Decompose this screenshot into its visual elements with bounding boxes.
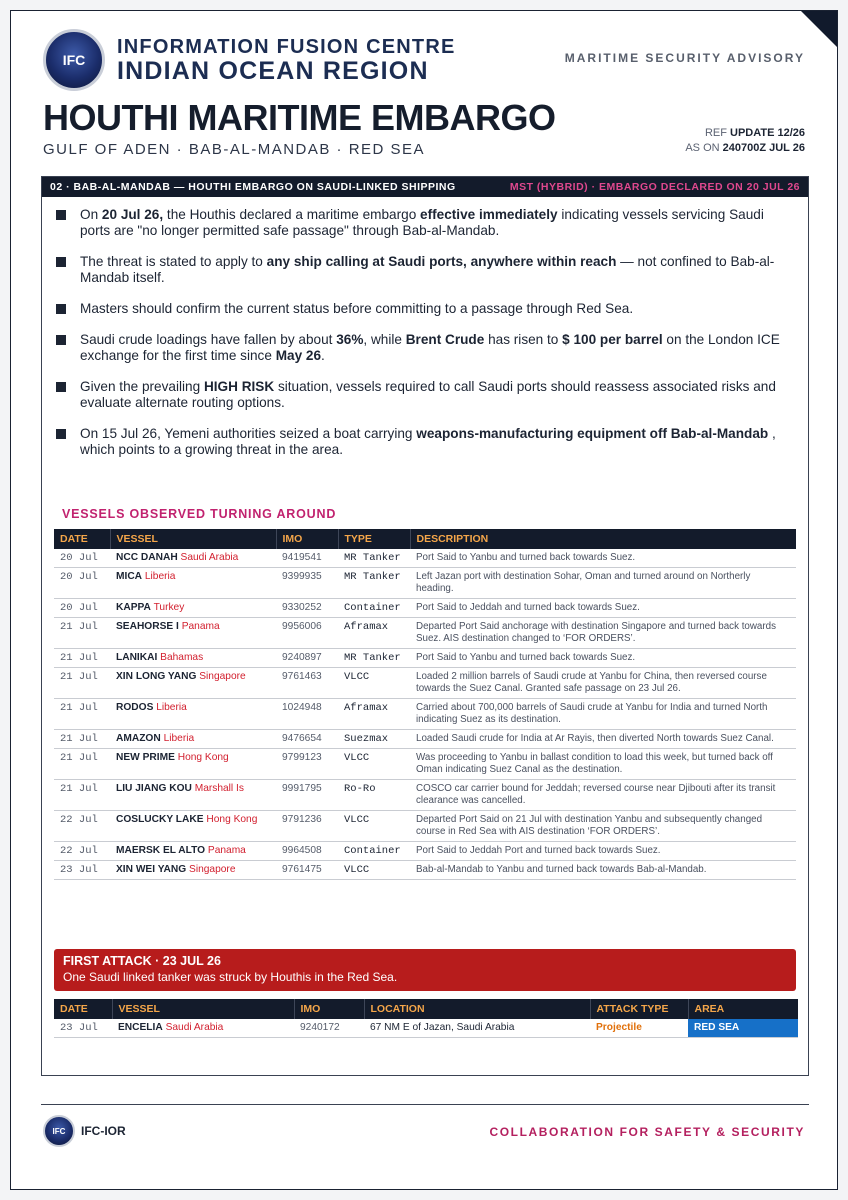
content-box — [41, 176, 809, 1076]
column-header: IMO — [276, 529, 338, 549]
org-line1: INFORMATION FUSION CENTRE — [117, 35, 456, 58]
table-row — [54, 1019, 798, 1038]
vessel-name: MAERSK EL ALTO — [116, 845, 206, 856]
row-date: 20 Jul — [54, 599, 110, 618]
attack-area: RED SEA — [688, 1019, 798, 1038]
row-vessel-cell — [110, 549, 276, 568]
bullet-list — [42, 197, 808, 458]
row-type: Aframax — [338, 618, 410, 649]
row-vessel-cell — [110, 730, 276, 749]
bullet-item — [56, 301, 796, 317]
footer-tagline: COLLABORATION FOR SAFETY & SECURITY — [489, 1125, 805, 1139]
ref-label: REF — [704, 127, 727, 139]
table-row — [54, 861, 796, 880]
table-row — [54, 568, 796, 599]
attack-table — [54, 999, 798, 1038]
row-type: VLCC — [338, 749, 410, 780]
row-imo: 9761475 — [276, 861, 338, 880]
table-row — [54, 749, 796, 780]
bullet-text: On 15 Jul 26, Yemeni authorities seized a boat carrying — [80, 426, 417, 441]
bullet-emphasis: effective immediately — [420, 207, 558, 222]
org-name — [117, 37, 456, 84]
row-description: Port Said to Yanbu and turned back towards Suez. — [410, 649, 796, 668]
bullet-emphasis: weapons-manufacturing equipment off Bab-al-Mandab — [416, 426, 769, 441]
vessel-name: RODOS — [116, 702, 154, 713]
row-vessel-cell — [110, 811, 276, 842]
row-imo: 9476654 — [276, 730, 338, 749]
vessel-name: SEAHORSE I — [116, 621, 179, 632]
column-header: DATE — [54, 529, 110, 549]
row-vessel-cell — [110, 699, 276, 730]
column-header: VESSEL — [110, 529, 276, 549]
row-description: Departed Port Said anchorage with destination Singapore and turned back towards Suez. AIS destination changed to ‘FOR ORDERS’. — [410, 618, 796, 649]
footer-logo — [43, 1115, 126, 1147]
row-date: 21 Jul — [54, 618, 110, 649]
row-vessel-cell — [110, 749, 276, 780]
vessel-name: LIU JIANG KOU — [116, 783, 192, 794]
row-vessel-cell — [110, 668, 276, 699]
vessel-name: AMAZON — [116, 733, 161, 744]
table-row — [54, 780, 796, 811]
bullet-text: on the London ICE exchange for the first time since — [80, 332, 780, 363]
row-description: Carried about 700,000 barrels of Saudi crude at Yanbu for India and turned North indicating Suez as its destination. — [410, 699, 796, 730]
ifc-emblem-small-icon: IFC — [43, 1115, 75, 1147]
vessel-name: XIN LONG YANG — [116, 671, 197, 682]
vessel-flag: Saudi Arabia — [180, 552, 239, 563]
row-date: 22 Jul — [54, 811, 110, 842]
vessel-name: XIN WEI YANG — [116, 864, 187, 875]
attack-flag: Saudi Arabia — [165, 1022, 224, 1033]
advisory-label: MARITIME SECURITY ADVISORY — [564, 51, 805, 65]
ref-value: UPDATE 12/26 — [730, 127, 805, 139]
vessel-flag: Panama — [181, 621, 220, 632]
vessel-name: LANIKAI — [116, 652, 158, 663]
turning-heading: VESSELS OBSERVED TURNING AROUND — [62, 507, 337, 521]
row-date: 21 Jul — [54, 730, 110, 749]
row-imo: 1024948 — [276, 699, 338, 730]
column-header: DESCRIPTION — [410, 529, 796, 549]
row-date: 20 Jul — [54, 568, 110, 599]
vessel-flag: Singapore — [189, 864, 236, 875]
turning-table-header — [54, 529, 796, 549]
row-imo: 9419541 — [276, 549, 338, 568]
row-date: 21 Jul — [54, 749, 110, 780]
footer-org: IFC-IOR — [81, 1124, 126, 1138]
table-row — [54, 811, 796, 842]
bullet-item — [56, 426, 796, 458]
column-header: IMO — [294, 999, 364, 1019]
row-description: Port Said to Jeddah and turned back towards Suez. — [410, 599, 796, 618]
row-vessel-cell — [110, 780, 276, 811]
row-type: Suezmax — [338, 730, 410, 749]
row-description: Loaded 2 million barrels of Saudi crude at Yanbu for China, then reversed course towards the Suez Canal. Granted safe passage on 23 Jul 26. — [410, 668, 796, 699]
row-imo: 9761463 — [276, 668, 338, 699]
vessel-flag: Liberia — [156, 702, 187, 713]
bullet-text: — not confined to Bab-al-Mandab itself. — [80, 254, 775, 285]
row-description: Bab-al-Mandab to Yanbu and turned back towards Bab-al-Mandab. — [410, 861, 796, 880]
bullet-text: situation, vessels required to call Saudi ports should reassess associated risks and evaluate alternate routing options. — [80, 379, 776, 410]
vessel-flag: Turkey — [153, 602, 185, 613]
page-title: HOUTHI MARITIME EMBARGO — [43, 97, 556, 138]
table-row — [54, 649, 796, 668]
reference-block — [685, 126, 805, 156]
section-title: 02 · BAB-AL-MANDAB — HOUTHI EMBARGO ON SAUDI-LINKED SHIPPING — [50, 181, 456, 193]
vessel-flag: Liberia — [144, 571, 176, 582]
row-description: COSCO car carrier bound for Jeddah; reversed course near Djibouti after its transit clearance was cancelled. — [410, 780, 796, 811]
attack-location: 67 NM E of Jazan, Saudi Arabia — [364, 1019, 590, 1038]
bullet-emphasis: $ 100 per barrel — [562, 332, 663, 347]
table-row — [54, 842, 796, 861]
as-on-value: 240700Z JUL 26 — [722, 142, 805, 154]
row-type: Ro-Ro — [338, 780, 410, 811]
advisory-page — [10, 10, 838, 1190]
row-description: Port Said to Jeddah Port and turned back towards Suez. — [410, 842, 796, 861]
row-date: 21 Jul — [54, 699, 110, 730]
attack-text: One Saudi linked tanker was struck by Houthis in the Red Sea. — [63, 970, 398, 984]
column-header: LOCATION — [364, 999, 590, 1019]
turning-table-body — [54, 549, 796, 880]
bullet-text: indicating vessels servicing Saudi ports are "no longer permitted safe passage" through Bab-al-Mandab. — [80, 207, 764, 238]
row-imo: 9799123 — [276, 749, 338, 780]
section-status: MST (HYBRID) · EMBARGO DECLARED ON 20 JUL 26 — [509, 181, 800, 193]
row-imo: 9791236 — [276, 811, 338, 842]
org-line2: INDIAN OCEAN REGION — [117, 56, 429, 85]
bullet-text: , while — [363, 332, 406, 347]
row-date: 20 Jul — [54, 549, 110, 568]
row-type: Container — [338, 842, 410, 861]
row-imo: 9240897 — [276, 649, 338, 668]
table-row — [54, 618, 796, 649]
row-imo: 9399935 — [276, 568, 338, 599]
row-imo: 9330252 — [276, 599, 338, 618]
table-row — [54, 599, 796, 618]
vessel-flag: Bahamas — [160, 652, 204, 663]
row-type: VLCC — [338, 861, 410, 880]
vessel-flag: Hong Kong — [206, 814, 258, 825]
row-type: VLCC — [338, 811, 410, 842]
vessel-name: NEW PRIME — [116, 752, 175, 763]
table-row — [54, 668, 796, 699]
row-type: Container — [338, 599, 410, 618]
attack-date: 23 Jul — [54, 1019, 112, 1038]
attack-table-header — [54, 999, 798, 1019]
footer-divider — [41, 1104, 809, 1105]
header-logo — [43, 29, 456, 91]
column-header: TYPE — [338, 529, 410, 549]
row-type: MR Tanker — [338, 568, 410, 599]
corner-decoration — [801, 11, 837, 47]
bullet-text: The threat is stated to apply to — [80, 254, 267, 269]
row-date: 22 Jul — [54, 842, 110, 861]
row-vessel-cell — [110, 649, 276, 668]
attack-title: FIRST ATTACK · 23 JUL 26 — [63, 954, 221, 968]
row-vessel-cell — [110, 568, 276, 599]
attack-type: Projectile — [590, 1019, 688, 1038]
vessel-flag: Hong Kong — [177, 752, 229, 763]
bullet-emphasis: any ship calling at Saudi ports, anywhere within reach — [266, 254, 617, 269]
row-date: 23 Jul — [54, 861, 110, 880]
bullet-text: . — [321, 348, 325, 363]
column-header: DATE — [54, 999, 112, 1019]
page-subtitle: GULF OF ADEN · BAB-AL-MANDAB · RED SEA — [43, 141, 426, 158]
row-description: Port Said to Yanbu and turned back towards Suez. — [410, 549, 796, 568]
column-header: AREA — [688, 999, 798, 1019]
attack-vessel: ENCELIA — [118, 1022, 163, 1033]
row-date: 21 Jul — [54, 668, 110, 699]
vessel-flag: Marshall Is — [194, 783, 244, 794]
first-attack-banner — [54, 949, 796, 991]
row-imo: 9956006 — [276, 618, 338, 649]
row-description: Departed Port Said on 21 Jul with destination Yanbu and subsequently changed course in Red Sea with AIS destination ‘FOR ORDERS’. — [410, 811, 796, 842]
ifc-emblem-icon: IFC — [43, 29, 105, 91]
vessel-flag: Singapore — [199, 671, 246, 682]
bullet-text: , which points to a growing threat in the area. — [80, 426, 776, 457]
row-vessel-cell — [110, 861, 276, 880]
bullet-text: Saudi crude loadings have fallen by about — [80, 332, 337, 347]
bullet-text: the Houthis declared a maritime embargo — [163, 207, 421, 222]
vessel-name: MICA — [116, 571, 143, 582]
row-type: MR Tanker — [338, 649, 410, 668]
row-type: MR Tanker — [338, 549, 410, 568]
row-type: VLCC — [338, 668, 410, 699]
bullet-text: Given the prevailing — [80, 379, 204, 394]
row-date: 21 Jul — [54, 780, 110, 811]
bullet-item — [56, 332, 796, 364]
table-row — [54, 730, 796, 749]
attack-vessel-cell — [112, 1019, 294, 1038]
bullet-emphasis: 36% — [336, 332, 364, 347]
bullet-text: Masters should confirm the current status before committing to a passage through Red Sea. — [80, 301, 634, 316]
bullet-emphasis: 20 Jul 26, — [101, 207, 164, 222]
table-row — [54, 549, 796, 568]
turning-table — [54, 529, 796, 880]
as-on-label: AS ON — [685, 142, 720, 154]
bullet-text: On — [80, 207, 102, 222]
vessel-name: KAPPA — [116, 602, 151, 613]
column-header: VESSEL — [112, 999, 294, 1019]
bullet-emphasis: May 26 — [275, 348, 322, 363]
row-imo: 9964508 — [276, 842, 338, 861]
row-description: Left Jazan port with destination Sohar, Oman and turned around on Northerly heading. — [410, 568, 796, 599]
row-type: Aframax — [338, 699, 410, 730]
row-description: Loaded Saudi crude for India at Ar Rayis, then diverted North towards Suez Canal. — [410, 730, 796, 749]
bullet-item — [56, 379, 796, 411]
column-header: ATTACK TYPE — [590, 999, 688, 1019]
row-date: 21 Jul — [54, 649, 110, 668]
row-vessel-cell — [110, 618, 276, 649]
bullet-item — [56, 207, 796, 239]
row-vessel-cell — [110, 599, 276, 618]
attack-imo: 9240172 — [294, 1019, 364, 1038]
vessel-name: NCC DANAH — [116, 552, 178, 563]
section-bar — [42, 177, 808, 197]
vessel-name: COSLUCKY LAKE — [116, 814, 204, 825]
bullet-emphasis: HIGH RISK — [203, 379, 275, 394]
bullet-emphasis: Brent Crude — [405, 332, 485, 347]
row-vessel-cell — [110, 842, 276, 861]
table-row — [54, 699, 796, 730]
row-description: Was proceeding to Yanbu in ballast condition to load this week, but turned back off Oman indicating Suez Canal as the destination. — [410, 749, 796, 780]
bullet-text: has risen to — [484, 332, 563, 347]
vessel-flag: Panama — [207, 845, 246, 856]
bullet-item — [56, 254, 796, 286]
row-imo: 9991795 — [276, 780, 338, 811]
vessel-flag: Liberia — [163, 733, 195, 744]
